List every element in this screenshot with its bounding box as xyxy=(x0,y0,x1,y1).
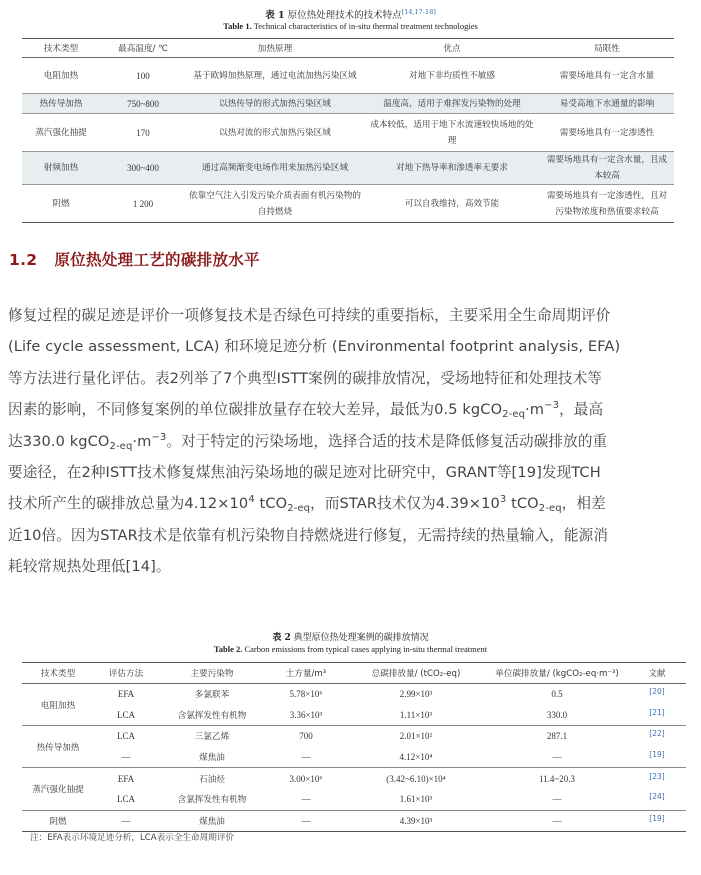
table1-header-cell: 技术类型 xyxy=(22,39,100,58)
table-row xyxy=(22,152,674,185)
table1-caption-en xyxy=(0,21,701,31)
paragraph-line xyxy=(8,426,688,457)
table-cell xyxy=(628,789,686,810)
technology-type-cell: 蒸汽强化抽提 xyxy=(22,768,94,810)
table-cell xyxy=(628,705,686,726)
table-cell: — xyxy=(266,789,346,810)
reference-link[interactable]: [21] xyxy=(649,707,665,717)
table-cell: 100 xyxy=(100,58,186,94)
table-cell: 含氯挥发性有机物 xyxy=(158,789,266,810)
table-cell: 需要场地具有一定渗透性 xyxy=(540,114,674,152)
table2-header-row xyxy=(22,663,686,684)
table-cell: LCA xyxy=(94,789,158,810)
table2-caption-label: 表 2 xyxy=(272,633,291,643)
table-cell: 以热对流的形式加热污染区域 xyxy=(186,114,364,152)
table-cell: EFA xyxy=(117,689,135,700)
table-cell: 电阻加热 xyxy=(22,58,100,94)
section-title: 原位热处理工艺的碳排放水平 xyxy=(54,251,260,269)
table-cell: 4.39×10³ xyxy=(346,810,486,832)
text-run: ，最高 xyxy=(559,401,604,419)
table1-caption-title: 原位热处理技术的技术特点 xyxy=(287,10,402,22)
table1-caption-en-text: Technical characteristics of in-situ thermal treatment technologies xyxy=(253,21,478,31)
table-cell: 330.0 xyxy=(486,705,628,726)
table2-caption-en-label: Table 2. xyxy=(213,644,243,654)
table2-header-cell: 技术类型 xyxy=(22,663,94,684)
table-row xyxy=(22,185,674,223)
superscript: −3 xyxy=(151,431,167,443)
table2 xyxy=(22,662,686,832)
table-cell: 需要场地具有一定渗透性，且对污染物浓度和热值要求较高 xyxy=(540,185,674,223)
reference-link[interactable]: [23] xyxy=(649,771,665,781)
subscript: 2-eq xyxy=(287,503,311,515)
reference-link[interactable]: [24] xyxy=(649,792,665,802)
table-cell: 石油烃 xyxy=(199,774,225,785)
reference-link[interactable]: [19] xyxy=(649,813,665,823)
table-cell xyxy=(628,747,686,768)
table-cell: 对地下热导率和渗透率无要求 xyxy=(364,152,540,185)
table-cell: 300~400 xyxy=(100,152,186,185)
table-cell: 易受高地下水通量的影响 xyxy=(540,94,674,114)
table-cell: 1.11×10³ xyxy=(346,705,486,726)
table-cell: — xyxy=(486,810,628,832)
table-cell: 以热传导的形式加热污染区域 xyxy=(186,94,364,114)
table-cell: 煤焦油 xyxy=(158,810,266,832)
table1-caption-label: 表 1 xyxy=(265,10,285,22)
table-cell: 通过高频渐变电场作用来加热污染区域 xyxy=(186,152,364,185)
table-cell: 煤焦油 xyxy=(158,747,266,768)
table-cell xyxy=(628,810,686,832)
section-heading xyxy=(9,248,260,270)
paragraph-line xyxy=(8,488,688,519)
table1-header-cell: 局限性 xyxy=(540,39,674,58)
table2-header-cell: 单位碳排放量/ (kgCO₂-eq·m⁻³) xyxy=(486,663,628,684)
table-cell: 3.36×10³ xyxy=(266,705,346,726)
paragraph-line: 近10倍。因为STAR技术是依靠有机污染物自持燃烧进行修复，无需持续的热量输入，能源消 xyxy=(8,526,609,544)
table-cell: 5.78×10⁶ xyxy=(289,689,323,700)
table-cell: 基于欧姆加热原理，通过电流加热污染区域 xyxy=(186,58,364,94)
table-cell: (3.42~6.10)×10⁴ xyxy=(386,773,446,784)
table2-note: 注：EFA表示环境足迹分析，LCA表示全生命周期评价 xyxy=(30,833,235,843)
table-cell: 成本较低，适用于地下水流速较快场地的处理 xyxy=(364,114,540,152)
table1-caption-refs[interactable]: [14,17-18] xyxy=(401,8,436,16)
table-cell xyxy=(628,768,686,789)
superscript: −3 xyxy=(544,400,560,412)
table-cell: 蒸汽强化抽提 xyxy=(22,114,100,152)
table-cell: 700 xyxy=(299,731,313,742)
table-row xyxy=(22,810,686,832)
table1-caption-en-label: Table 1. xyxy=(223,21,252,31)
reference-link[interactable]: [20] xyxy=(649,687,665,697)
table1-header-cell: 加热原理 xyxy=(186,39,364,58)
table-cell: 11.4~20.3 xyxy=(538,773,576,784)
table-cell: 287.1 xyxy=(546,731,568,742)
table2-caption xyxy=(0,630,701,643)
table-cell: — xyxy=(266,810,346,832)
text-run: 技术所产生的碳排放总量为4.12×10 xyxy=(8,495,249,513)
table2-header-cell: 总碳排放量/ (tCO₂-eq) xyxy=(346,663,486,684)
table-cell: 750~800 xyxy=(100,94,186,114)
table-cell: 三氯乙烯 xyxy=(194,732,230,743)
text-run: 达330.0 kgCO xyxy=(8,432,110,450)
table2-header-cell: 评估方法 xyxy=(94,663,158,684)
table-cell: 3.00×10⁶ xyxy=(289,773,323,784)
table-row xyxy=(22,58,674,94)
paragraph-line: 耗较常规热处理低[14]。 xyxy=(8,558,171,576)
section-number: 1.2 xyxy=(9,251,38,269)
paragraph-line: 等方法进行量化评估。表2列举了7个典型ISTT案例的碳排放情况，受场地特征和处理技术等 xyxy=(8,369,602,387)
table-cell: LCA xyxy=(94,705,158,726)
table-cell: 含氯挥发性有机物 xyxy=(158,705,266,726)
paragraph-line: 修复过程的碳足迹是评价一项修复技术是否绿色可持续的重要指标，主要采用全生命周期评价 xyxy=(8,307,611,324)
table-cell: 170 xyxy=(100,114,186,152)
table-cell: 热传导加热 xyxy=(22,94,100,114)
table-row xyxy=(22,94,674,114)
table-cell: 可以自我维持，高效节能 xyxy=(364,185,540,223)
superscript: 4 xyxy=(248,494,255,506)
table-cell: — xyxy=(486,747,628,768)
table-row xyxy=(22,705,686,726)
table-cell: 1.61×10³ xyxy=(346,789,486,810)
table-row xyxy=(22,726,686,747)
table-row xyxy=(22,747,686,768)
subscript: 2-eq xyxy=(538,503,562,515)
table1-header-cell: 优点 xyxy=(364,39,540,58)
table1-header-row xyxy=(22,39,674,58)
table-cell: 1 200 xyxy=(100,185,186,223)
table-cell: 0.5 xyxy=(551,689,563,700)
table2-caption-en xyxy=(0,644,701,654)
table2-header-cell: 土方量/m³ xyxy=(266,663,346,684)
superscript: 3 xyxy=(499,494,507,506)
table-cell: 2.01×10² xyxy=(399,731,433,742)
table1-caption xyxy=(0,6,701,22)
table-cell: — xyxy=(486,789,628,810)
table-cell: 阴燃 xyxy=(22,185,100,223)
table-cell: 需要场地具有一定含水量，且成本较高 xyxy=(540,152,674,185)
table-cell: — xyxy=(94,747,158,768)
table1 xyxy=(22,38,674,223)
table-cell xyxy=(628,684,686,705)
paragraph-line xyxy=(8,394,688,425)
paragraph-line: 要途径，在2种ISTT技术修复煤焦油污染场地的碳足迹对比研究中，GRANT等[19]发现TCH xyxy=(8,464,601,482)
text-run: ，而STAR技术仅为4.39×10 xyxy=(310,495,500,513)
table2-caption-title: 典型原位热处理案例的碳排放情况 xyxy=(293,633,429,643)
text-run: 。对于特定的污染场地，选择合适的技术是降低修复活动碳排放的重 xyxy=(166,432,608,450)
subscript: 2-eq xyxy=(502,409,526,421)
reference-link[interactable]: [22] xyxy=(649,729,665,739)
table-cell: LCA xyxy=(117,731,135,742)
table-row xyxy=(22,684,686,705)
table-cell: — xyxy=(266,747,346,768)
table-cell xyxy=(628,726,686,747)
table-cell: 2.99×10³ xyxy=(399,689,433,700)
paragraph-line: (Life cycle assessment, LCA) 和环境足迹分析 (Environmental footprint analysis, EFA) xyxy=(8,338,621,356)
table-cell: 射频加热 xyxy=(22,152,100,185)
table-cell: 依靠空气注入引发污染介质表面有机污染物的自持燃烧 xyxy=(186,185,364,223)
table-row xyxy=(22,789,686,810)
reference-link[interactable]: [19] xyxy=(649,750,665,760)
text-run: tCO xyxy=(254,495,288,513)
text-run: 因素的影响，不同修复案例的单位碳排放量存在较大差异，最低为0.5 kgCO xyxy=(8,401,503,419)
subscript: 2-eq xyxy=(109,440,133,452)
table-cell: 温度高，适用于难挥发污染物的处理 xyxy=(364,94,540,114)
table-cell: 对地下非均质性不敏感 xyxy=(364,58,540,94)
table2-header-cell: 文献 xyxy=(628,663,686,684)
table-cell: EFA xyxy=(117,773,135,784)
text-run: ·m xyxy=(525,401,545,419)
text-run: tCO xyxy=(506,495,539,513)
table-cell: — xyxy=(94,810,158,832)
table-cell: 需要场地具有一定含水量 xyxy=(540,58,674,94)
table-cell: 4.12×10⁴ xyxy=(346,747,486,768)
technology-type-cell: 电阻加热 xyxy=(22,684,94,726)
table1-header-cell: 最高温度/ ℃ xyxy=(100,39,186,58)
technology-type-cell: 阴燃 xyxy=(22,810,94,832)
body-paragraph xyxy=(8,300,688,583)
table2-caption-en-text: Carbon emissions from typical cases applying in-situ thermal treatment xyxy=(244,644,488,654)
technology-type-cell: 热传导加热 xyxy=(22,726,94,768)
table-row xyxy=(22,114,674,152)
table-cell: 多氯联苯 xyxy=(194,690,230,701)
table-row xyxy=(22,768,686,789)
text-run: ，相差 xyxy=(561,495,606,513)
text-run: ·m xyxy=(132,432,152,450)
table2-header-cell: 主要污染物 xyxy=(158,663,266,684)
